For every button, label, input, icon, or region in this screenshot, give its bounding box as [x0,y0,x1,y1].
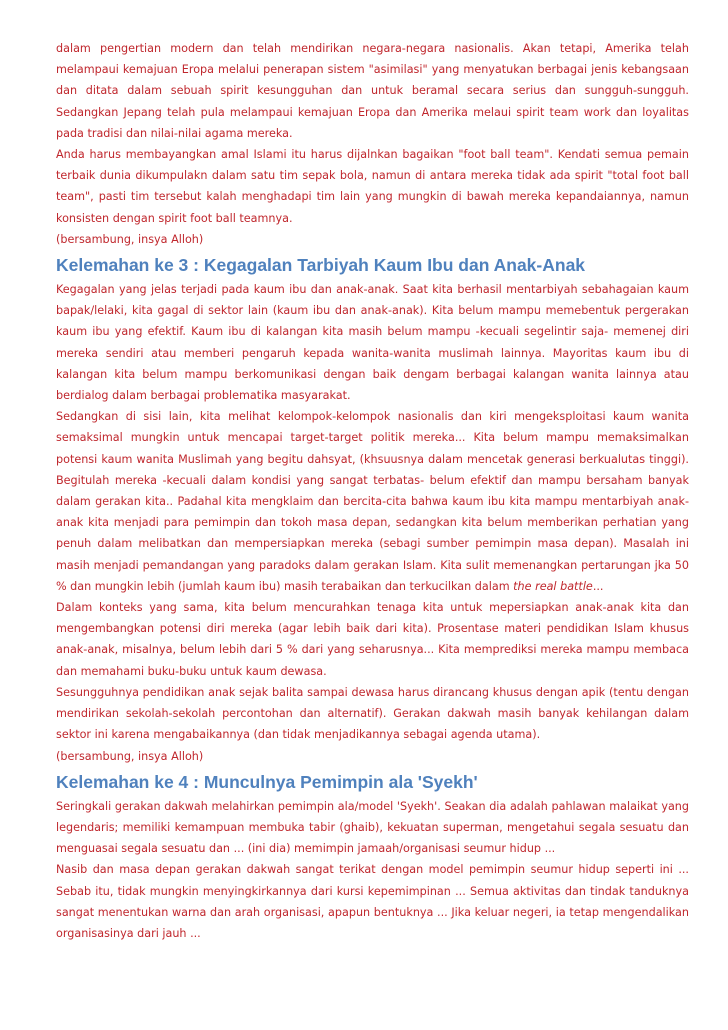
paragraph: Anda harus membayangkan amal Islami itu harus dijalnkan bagaikan "foot ball team". Kendati semua pemain terbaik dunia dikumpulakn dalam satu tim sepak bola, namun di antara mereka tidak ada spirit "total foot ball team", pasti tim tersebut kalah menghadapi tim lain yang mungkin di bawah mereka kepandaiannya, namun konsisten dengan spirit foot ball teamnya. [56,148,689,225]
paragraph: Dalam konteks yang sama, kita belum mencurahkan tenaga kita untuk mepersiapkan anak-anak kita dan mengembangkan potensi diri mereka (agar lebih baik dari kita). Prosentase materi pendidikan Islam khusus anak-anak, misalnya, belum lebih dari 5 % dari yang seharusnya... Kita memprediksi mereka mampu membaca dan memahami buku-buku untuk kaum dewasa. [56,601,689,678]
paragraph: Nasib dan masa depan gerakan dakwah sangat terikat dengan model pemimpin seumur hidup seperti ini ... Sebab itu, tidak mungkin menyingkirkannya dari kursi kepemimpinan ... Semua aktivitas dan tindak tanduknya sangat menentukan warna dan arah organisasi, apapun bentuknya ... Jika keluar negeri, ia tetap mengendalikan organisasinya dari jauh ... [56,863,689,940]
continuation-note: (bersambung, insya Alloh) [56,749,204,763]
paragraph: dalam pengertian modern dan telah mendirikan negara-negara nasionalis. Akan tetapi, Amerika telah melampaui kemajuan Eropa melalui penerapan sistem "asimilasi" yang menyatukan berbagai jenis kebangsaan dan ditata dalam sebuah spirit kesungguhan dan untuk beramal secara serius dan sungguh-sungguh. Sedangkan Jepang telah pula melampaui kemajuan Eropa dan Amerika melaui spirit team work dan loyalitas pada tradisi dan nilai-nilai agama mereka. [56,42,689,140]
section-heading: Kelemahan ke 3 : Kegagalan Tarbiyah Kaum Ibu dan Anak-Anak [56,255,586,276]
continuation-note: (bersambung, insya Alloh) [56,232,204,246]
paragraph-text: ... [592,579,604,593]
paragraph: Kegagalan yang jelas terjadi pada kaum ibu dan anak-anak. Saat kita berhasil mentarbiyah sebahagaian kaum bapak/lelaki, kita gagal di sektor lain (kaum ibu dan anak-anak). Kita belum mampu memebentuk pergerakan kaum ibu yang efektif. Kaum ibu di kalangan kita masih belum mampu -kecuali segelintir saja- memenej diri mereka sendiri atau memberi pengaruh kepada wanita-wanita muslimah lainnya. Mayoritas kaum ibu di kalangan kita belum mampu berkomunikasi dengan baik dengam berbagai kalangan wanita lainnya atau berdialog dalam berbagai problematika masyarakat. [56,283,689,403]
paragraph: Seringkali gerakan dakwah melahirkan pemimpin ala/model 'Syekh'. Seakan dia adalah pahlawan malaikat yang legendaris; memiliki kemampuan membuka tabir (ghaib), kekuatan superman, mengetahui segala sesuatu dan menguasai segala sesuatu dan ... (ini dia) memimpin jamaah/organisasi seumur hidup ... [56,799,689,856]
italic-phrase: the real battle [513,579,593,593]
paragraph [56,406,689,597]
section-heading: Kelemahan ke 4 : Munculnya Pemimpin ala 'Syekh' [56,771,478,792]
document-page [56,38,689,944]
paragraph-text: Sedangkan di sisi lain, kita melihat kelompok-kelompok nasionalis dan kiri mengeksploitasi kaum wanita semaksimal mungkin untuk mencapai target-target politik mereka... Kita belum mampu memaksimalkan potensi kaum wanita Muslimah yang begitu dahsyat, (khsuusnya dalam mencetak generasi berkualutas tinggi). Begitulah mereka -kecuali dalam kondisi yang sangat terbatas- belum efektif dan mampu bersaham banyak dalam gerakan kita.. Padahal kita mengklaim dan bercita-cita bahwa kaum ibu kita mampu mentarbiyah anak-anak kita menjadi para pemimpin dan tokoh masa depan, sedangkan kita belum memberikan perhatian yang penuh dalam melibatkan dan mempersiapkan mereka (sebagi sumber pemimpin masa depan). Masalah ini masih menjadi pemandangan yang paradoks dalam gerakan Islam. Kita sulit memenangkan pertarungan jka 50 % dan mungkin lebih (jumlah kaum ibu) masih terabaikan dan terkucilkan dalam [56,410,689,593]
paragraph: Sesungguhnya pendidikan anak sejak balita sampai dewasa harus dirancang khusus dengan apik (tentu dengan mendirikan sekolah-sekolah percontohan dan alternatif). Gerakan dakwah masih banyak kehilangan dalam sektor ini karena mengabaikannya (dan tidak menjadikannya sebagai agenda utama). [56,685,689,742]
